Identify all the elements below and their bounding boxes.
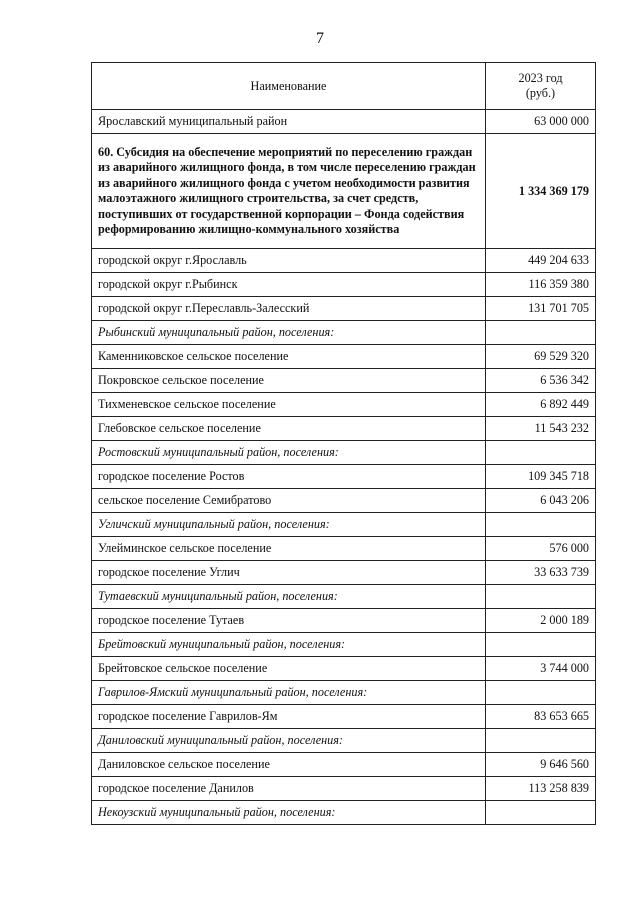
- table-row: [92, 417, 596, 441]
- table-row: [92, 297, 596, 321]
- row-name: Рыбинский муниципальный район, поселения:: [92, 321, 486, 345]
- table-row: [92, 561, 596, 585]
- row-amount: 109 345 718: [486, 465, 596, 489]
- row-name: Даниловский муниципальный район, поселения:: [92, 729, 486, 753]
- row-name: городской округ г.Переславль-Залесский: [92, 297, 486, 321]
- row-name: Ростовский муниципальный район, поселения:: [92, 441, 486, 465]
- header-amount-year: 2023 год: [518, 71, 563, 85]
- row-amount: [486, 681, 596, 705]
- section-row: [92, 134, 596, 249]
- row-name: городское поселение Тутаев: [92, 609, 486, 633]
- row-name: городское поселение Углич: [92, 561, 486, 585]
- table-row: [92, 705, 596, 729]
- row-amount: 9 646 560: [486, 753, 596, 777]
- row-amount: 11 543 232: [486, 417, 596, 441]
- row-name: городской округ г.Рыбинск: [92, 273, 486, 297]
- table-row: [92, 609, 596, 633]
- row-amount: 2 000 189: [486, 609, 596, 633]
- row-amount: [486, 441, 596, 465]
- row-name: Улейминское сельское поселение: [92, 537, 486, 561]
- row-amount: 6 536 342: [486, 369, 596, 393]
- row-amount: 576 000: [486, 537, 596, 561]
- district-heading-row: [92, 321, 596, 345]
- district-heading-row: [92, 729, 596, 753]
- row-name: 60. Субсидия на обеспечение мероприятий по переселению граждан из аварийного жилищного фонда, в том числе переселению граждан из аварийного жилищного фонда с учетом необходимости развития малоэтажного жилищного строительства, за счет средств, поступивших от государственной корпорации – Фонда содействия реформированию жилищно-коммунального хозяйства: [92, 134, 486, 249]
- row-amount: 6 043 206: [486, 489, 596, 513]
- row-amount: 83 653 665: [486, 705, 596, 729]
- row-amount: [486, 585, 596, 609]
- row-name: городской округ г.Ярославль: [92, 249, 486, 273]
- row-amount: [486, 729, 596, 753]
- table-row: [92, 777, 596, 801]
- row-name: Покровское сельское поселение: [92, 369, 486, 393]
- row-amount: 33 633 739: [486, 561, 596, 585]
- table-row: [92, 110, 596, 134]
- row-name: Угличский муниципальный район, поселения:: [92, 513, 486, 537]
- row-amount: [486, 801, 596, 825]
- row-amount: [486, 513, 596, 537]
- row-amount: [486, 321, 596, 345]
- table-row: [92, 537, 596, 561]
- row-name: городское поселение Гаврилов-Ям: [92, 705, 486, 729]
- row-amount: 63 000 000: [486, 110, 596, 134]
- district-heading-row: [92, 801, 596, 825]
- row-name: Глебовское сельское поселение: [92, 417, 486, 441]
- table-row: [92, 345, 596, 369]
- table-row: [92, 753, 596, 777]
- row-amount: 449 204 633: [486, 249, 596, 273]
- subsidy-table-body: [92, 63, 596, 825]
- row-name: Тихменевское сельское поселение: [92, 393, 486, 417]
- row-amount: 3 744 000: [486, 657, 596, 681]
- row-name: сельское поселение Семибратово: [92, 489, 486, 513]
- table-row: [92, 657, 596, 681]
- row-amount: 131 701 705: [486, 297, 596, 321]
- row-name: Ярославский муниципальный район: [92, 110, 486, 134]
- row-amount: 1 334 369 179: [486, 134, 596, 249]
- header-name: Наименование: [92, 63, 486, 110]
- district-heading-row: [92, 513, 596, 537]
- row-amount: [486, 633, 596, 657]
- subsidy-table: [91, 62, 596, 825]
- row-name: Брейтовское сельское поселение: [92, 657, 486, 681]
- table-row: [92, 393, 596, 417]
- table-header-row: [92, 63, 596, 110]
- row-amount: 116 359 380: [486, 273, 596, 297]
- row-name: Брейтовский муниципальный район, поселения:: [92, 633, 486, 657]
- table-row: [92, 465, 596, 489]
- header-amount-unit: (руб.): [525, 86, 556, 100]
- district-heading-row: [92, 681, 596, 705]
- table-row: [92, 273, 596, 297]
- district-heading-row: [92, 441, 596, 465]
- table-row: [92, 369, 596, 393]
- header-amount: [486, 63, 596, 110]
- row-name: Даниловское сельское поселение: [92, 753, 486, 777]
- row-name: Некоузский муниципальный район, поселения:: [92, 801, 486, 825]
- row-amount: 6 892 449: [486, 393, 596, 417]
- page-number: 7: [316, 30, 324, 47]
- row-name: городское поселение Ростов: [92, 465, 486, 489]
- row-name: Каменниковское сельское поселение: [92, 345, 486, 369]
- row-amount: 69 529 320: [486, 345, 596, 369]
- district-heading-row: [92, 633, 596, 657]
- row-amount: 113 258 839: [486, 777, 596, 801]
- district-heading-row: [92, 585, 596, 609]
- table-row: [92, 249, 596, 273]
- row-name: городское поселение Данилов: [92, 777, 486, 801]
- row-name: Тутаевский муниципальный район, поселения:: [92, 585, 486, 609]
- row-name: Гаврилов-Ямский муниципальный район, поселения:: [92, 681, 486, 705]
- table-row: [92, 489, 596, 513]
